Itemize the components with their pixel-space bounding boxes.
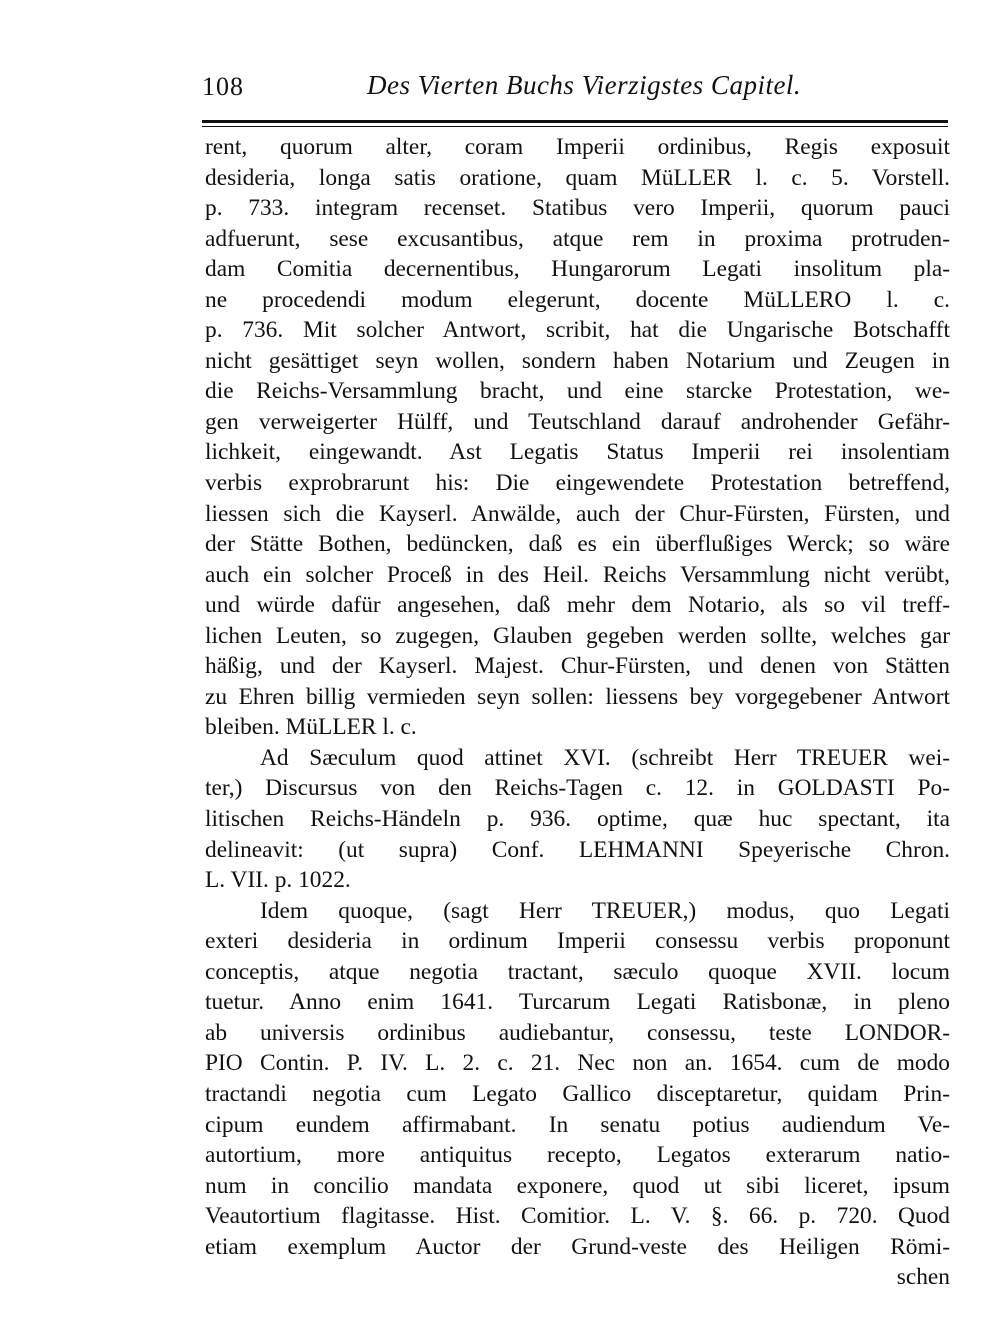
text-line: ne procedendi modum elegerunt, docente MüLLERO l. c. bbox=[205, 286, 950, 313]
text-line: rent, quorum alter, coram Imperii ordinibus, Regis exposuit bbox=[205, 134, 950, 160]
text-line: gen verweigerter Hülff, und Teutschland darauf androhender Gefähr- bbox=[205, 408, 950, 435]
text-line: cipum eundem affirmabant. In senatu potius audiendum Ve- bbox=[205, 1111, 950, 1138]
text-line: und würde dafür angesehen, daß mehr dem Notario, als so vil treff- bbox=[205, 592, 950, 619]
text-line: zu Ehren billig vermieden seyn sollen: liessens bey vorgegebener Antwort bbox=[205, 683, 950, 710]
text-line: nicht gesättiget seyn wollen, sondern haben Notarium und Zeugen in bbox=[205, 347, 950, 374]
text-line: autortium, more antiquitus recepto, Legatos exterarum natio- bbox=[205, 1142, 950, 1169]
header-rule bbox=[202, 120, 948, 127]
page-header bbox=[202, 66, 948, 110]
text-line: ter,) Discursus von den Reichs-Tagen c. 12. in GOLDASTI Po- bbox=[205, 775, 950, 802]
text-line: der Stätte Bothen, bedüncken, daß es ein überflußiges Werck; so wäre bbox=[205, 531, 950, 558]
text-line: Idem quoque, (sagt Herr TREUER,) modus, quo Legati bbox=[260, 897, 950, 924]
text-line: Ad Sæculum quod attinet XVI. (schreibt Herr TREUER wei- bbox=[260, 744, 950, 771]
text-line: litischen Reichs-Händeln p. 936. optime, quæ huc spectant, ita bbox=[205, 806, 950, 833]
text-line: desideria, longa satis oratione, quam MüLLER l. c. 5. Vorstell. bbox=[205, 164, 950, 191]
text-line: delineavit: (ut supra) Conf. LEHMANNI Speyerische Chron. bbox=[205, 836, 950, 863]
text-line: bleiben. MüLLER l. c. bbox=[205, 714, 417, 741]
page-number: 108 bbox=[202, 72, 244, 101]
text-line: die Reichs-Versammlung bracht, und eine starcke Protestation, we- bbox=[205, 378, 950, 405]
text-line: L. VII. p. 1022. bbox=[205, 867, 351, 894]
text-line: verbis exprobrarunt his: Die eingewendete Protestation betreffend, bbox=[205, 470, 950, 497]
catchword: schen bbox=[896, 1264, 950, 1291]
text-line: etiam exemplum Auctor der Grund-veste des Heiligen Römi- bbox=[205, 1233, 950, 1260]
text-line: Veautortium flagitasse. Hist. Comitior. L. V. §. 66. p. 720. Quod bbox=[205, 1203, 950, 1230]
text-line: exteri desideria in ordinum Imperii consessu verbis proponunt bbox=[205, 928, 950, 955]
text-line: num in concilio mandata exponere, quod ut sibi liceret, ipsum bbox=[205, 1172, 950, 1199]
text-line: tuetur. Anno enim 1641. Turcarum Legati Ratisbonæ, in pleno bbox=[205, 989, 950, 1016]
text-line: p. 733. integram recenset. Statibus vero Imperii, quorum pauci bbox=[205, 195, 950, 222]
text-line: liessen sich die Kayserl. Anwälde, auch der Chur-Fürsten, Fürsten, und bbox=[205, 500, 950, 527]
text-line: ab universis ordinibus audiebantur, consessu, teste LONDOR- bbox=[205, 1019, 950, 1046]
text-line: lichen Leuten, so zugegen, Glauben gegeben werden sollte, welches gar bbox=[205, 622, 950, 649]
running-head: Des Vierten Buchs Vierzigstes Capitel. bbox=[367, 70, 802, 100]
text-line: p. 736. Mit solcher Antwort, scribit, hat die Ungarische Botschafft bbox=[205, 317, 950, 344]
text-line: adfuerunt, sese excusantibus, atque rem in proxima protruden- bbox=[205, 225, 950, 252]
text-line: lichkeit, eingewandt. Ast Legatis Status Imperii rei insolentiam bbox=[205, 439, 950, 466]
text-line: PIO Contin. P. IV. L. 2. c. 21. Nec non an. 1654. cum de modo bbox=[205, 1050, 950, 1077]
text-line: dam Comitia decernentibus, Hungarorum Legati insolitum pla- bbox=[205, 256, 950, 283]
text-line: tractandi negotia cum Legato Gallico disceptaretur, quidam Prin- bbox=[205, 1080, 950, 1107]
text-line: häßig, und der Kayserl. Majest. Chur-Fürsten, und denen von Stätten bbox=[205, 653, 950, 680]
text-line: auch ein solcher Proceß in des Heil. Reichs Versammlung nicht verübt, bbox=[205, 561, 950, 588]
body-text bbox=[205, 132, 950, 1293]
text-line: conceptis, atque negotia tractant, sæculo quoque XVII. locum bbox=[205, 958, 950, 985]
